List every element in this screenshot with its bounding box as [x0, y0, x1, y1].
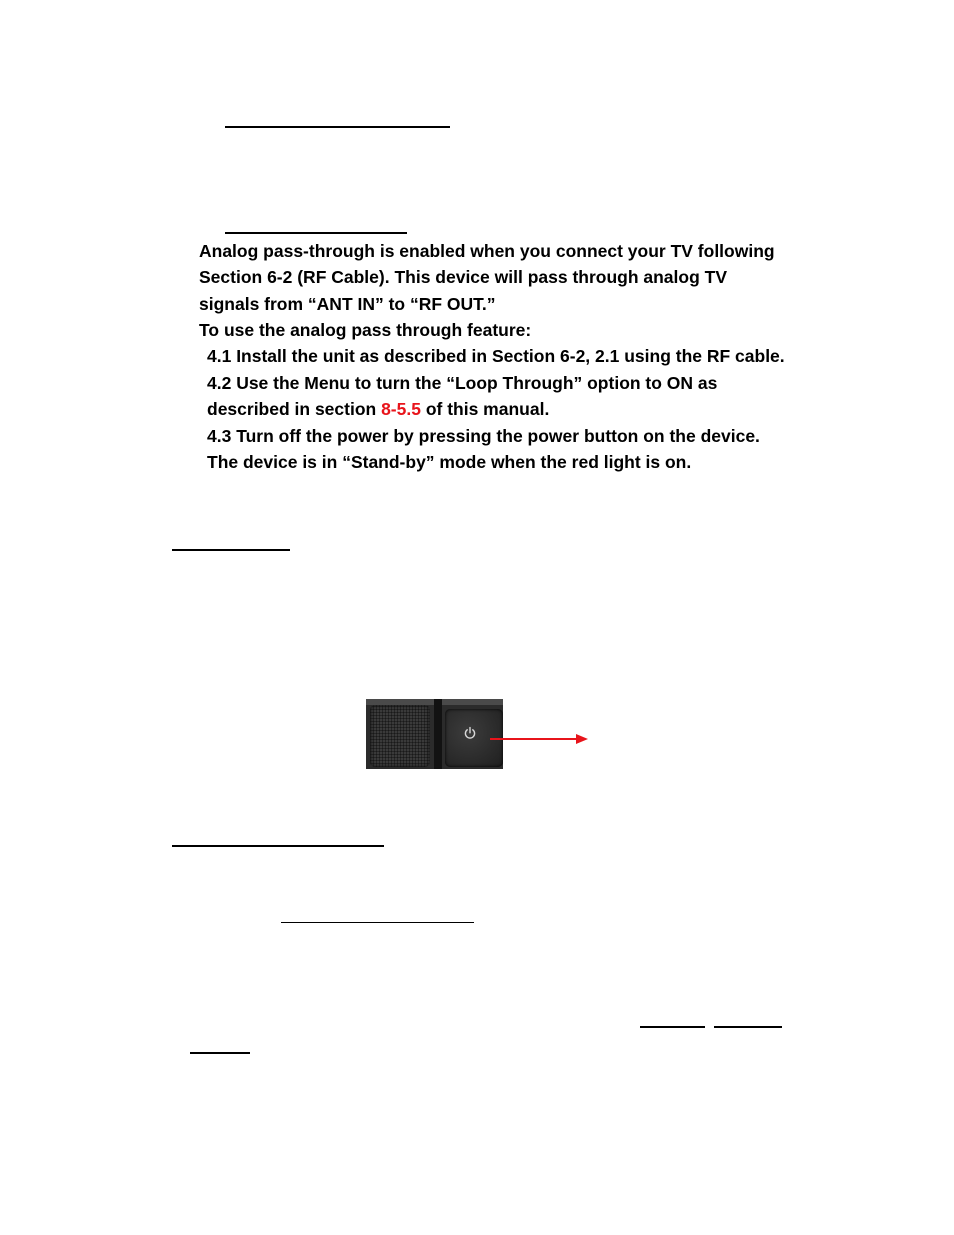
step-4-2-text-pre: described in section — [207, 399, 382, 419]
heading-underline-4 — [172, 845, 384, 847]
step-4-2-line-2 — [207, 396, 549, 422]
link-underline-2 — [640, 1026, 705, 1028]
link-underline-3 — [714, 1026, 782, 1028]
step-4-2-text-post: of this manual. — [420, 399, 550, 419]
device-buttons-photo — [366, 699, 503, 769]
pointer-arrow-icon — [490, 732, 590, 746]
button-gap — [434, 699, 442, 769]
paragraph-line-3: signals from “ANT IN” to “RF OUT.” — [199, 294, 496, 314]
instruction-intro: To use the analog pass through feature: — [199, 320, 532, 340]
textured-button — [370, 705, 430, 767]
heading-underline-1 — [225, 126, 450, 128]
step-4-1: 4.1 Install the unit as described in Section 6-2, 2.1 using the RF cable. — [207, 346, 785, 366]
heading-underline-3 — [172, 549, 290, 551]
step-4-3-line-1: 4.3 Turn off the power by pressing the power button on the device. — [207, 426, 760, 446]
link-underline-4 — [190, 1052, 250, 1054]
link-underline-1 — [281, 922, 474, 923]
power-icon — [463, 726, 477, 740]
paragraph-line-1: Analog pass-through is enabled when you connect your TV following — [199, 241, 775, 261]
paragraph-line-2: Section 6-2 (RF Cable). This device will pass through analog TV — [199, 267, 728, 287]
step-4-2-line-1: 4.2 Use the Menu to turn the “Loop Through” option to ON as — [207, 373, 718, 393]
step-4-3-line-2: The device is in “Stand-by” mode when the red light is on. — [207, 452, 692, 472]
section-8-5-5-link[interactable]: 8-5.5 — [381, 399, 421, 419]
heading-underline-2 — [225, 232, 407, 234]
